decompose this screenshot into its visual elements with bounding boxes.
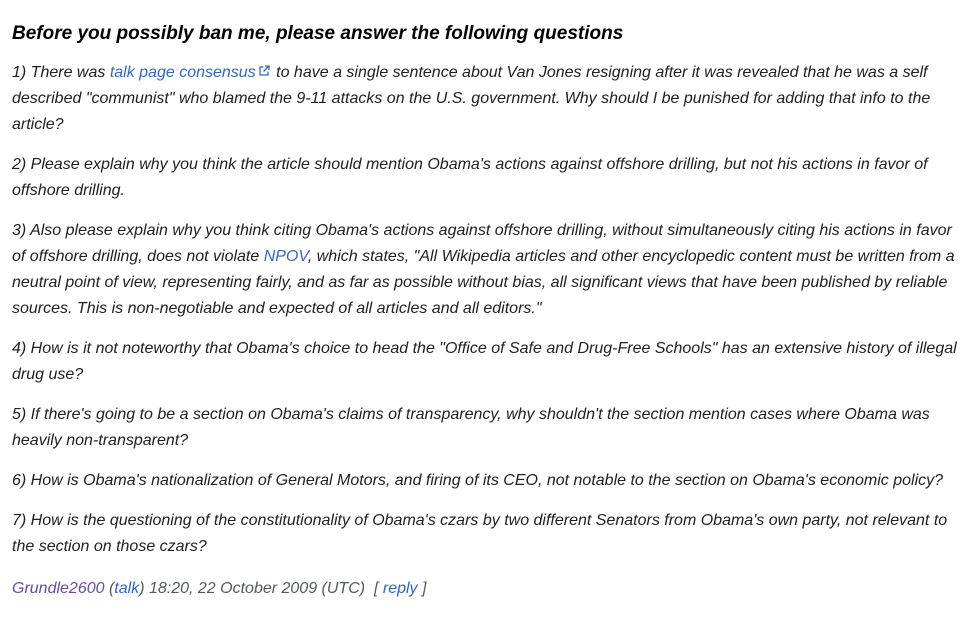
question-7: 7) How is the questioning of the constitutionality of Obama's czars by two different Senators from Obama's own party, not relevant to the section on those czars?	[12, 512, 948, 555]
signature-close-paren: )	[139, 580, 145, 597]
signature-timestamp: 18:20, 22 October 2009 (UTC)	[144, 580, 366, 597]
question-5: 5) If there's going to be a section on Obama's claims of transparency, why shouldn't the section mention cases where Obama was heavily non-transparent?	[12, 406, 930, 449]
question-3-prefix: 3) Also please explain why you think citing Obama's actions against offshore drilling, without simultaneously citing his actions in favor of offshore drilling, does not violate	[12, 222, 952, 265]
question-6: 6) How is Obama's nationalization of General Motors, and firing of its CEO, not notable to the section on Obama's economic policy?	[12, 472, 944, 489]
user-talk-link[interactable]: talk	[114, 580, 140, 597]
question-4: 4) How is it not noteworthy that Obama's choice to head the "Office of Safe and Drug-Free Schools" has an extensive history of illegal drug use?	[12, 340, 957, 383]
npov-link[interactable]: NPOV	[263, 248, 308, 265]
signature-open-paren: (	[104, 580, 115, 597]
reply-close-bracket: ]	[417, 580, 427, 597]
question-3	[12, 218, 962, 322]
signature	[12, 576, 962, 602]
talk-page-consensus-link-label: talk page consensus	[109, 64, 256, 81]
reply-link[interactable]: reply	[382, 580, 418, 597]
question-3-suffix: , which states, "All Wikipedia articles and other encyclopedic content must be written from a neutral point of view, representing fairly, and as far as possible without bias, all significant views that have been published by reliable sources. This is non-negotiable and expected of all articles and all editors."	[12, 248, 955, 317]
question-1	[12, 60, 962, 138]
question-2: 2) Please explain why you think the article should mention Obama's actions against offshore drilling, but not his actions in favor of offshore drilling.	[12, 156, 928, 199]
talk-page-consensus-link[interactable]	[110, 64, 272, 81]
user-link[interactable]: Grundle2600	[12, 580, 105, 597]
talk-section	[12, 20, 962, 602]
reply-open-bracket: [	[373, 580, 383, 597]
question-1-suffix: to have a single sentence about Van Jones resigning after it was revealed that he was a self described "communist" who blamed the 9-11 attacks on the U.S. government. Why should I be punished for adding that info to the article?	[12, 64, 931, 133]
section-heading: Before you possibly ban me, please answer the following questions	[12, 23, 624, 44]
external-link-icon	[258, 65, 270, 77]
question-1-prefix: 1) There was	[12, 64, 110, 81]
